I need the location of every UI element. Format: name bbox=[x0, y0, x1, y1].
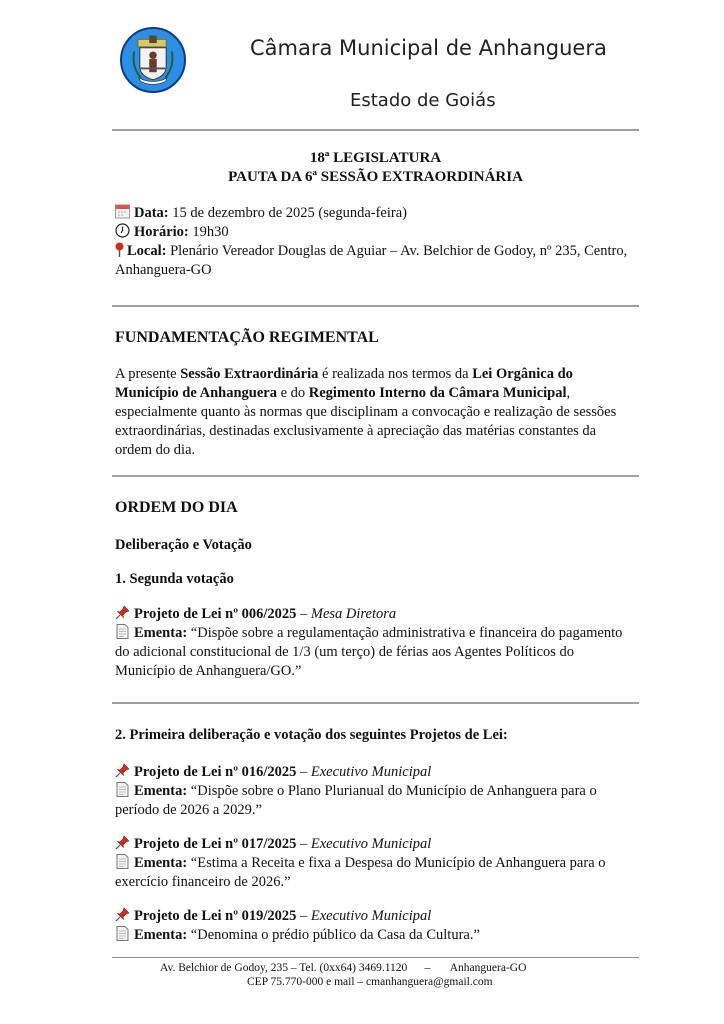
dash: – bbox=[296, 764, 311, 780]
section-1-title: 1. Segunda votação bbox=[115, 571, 234, 587]
ordem-title: ORDEM DO DIA bbox=[115, 499, 238, 516]
project-ementa bbox=[115, 926, 635, 945]
place-value: Plenário Vereador Douglas de Aguiar – Av. Belchior de Godoy, nº 235, Centro, bbox=[166, 243, 628, 259]
date-label: Data: bbox=[134, 205, 169, 221]
place-value-continued: Anhanguera-GO bbox=[115, 262, 212, 278]
place-label: Local: bbox=[127, 243, 167, 259]
project-number: Projeto de Lei nº 019/2025 bbox=[134, 908, 297, 924]
project-number: Projeto de Lei nº 016/2025 bbox=[134, 764, 297, 780]
fundamentacao-paragraph bbox=[115, 365, 635, 460]
project-title-line bbox=[115, 763, 431, 782]
document-icon bbox=[115, 926, 130, 941]
document-icon bbox=[115, 854, 130, 869]
coat-of-arms-logo bbox=[120, 27, 186, 93]
document-icon bbox=[115, 624, 130, 639]
ementa-label: Ementa: bbox=[134, 783, 188, 799]
time-label: Horário: bbox=[134, 224, 189, 240]
header-title: Câmara Municipal de Anhanguera bbox=[250, 36, 607, 60]
project-title-line bbox=[115, 835, 431, 854]
dash: – bbox=[296, 836, 311, 852]
bold-text: Sessão Extraordinária bbox=[180, 366, 319, 382]
project-author: Executivo Municipal bbox=[310, 764, 432, 780]
ementa-text: “Estima a Receita e fixa a Despesa do Município de Anhanguera para o exercício financeiro de 2026.” bbox=[115, 855, 606, 890]
pushpin-icon bbox=[115, 605, 130, 620]
project-number: Projeto de Lei nº 006/2025 bbox=[134, 606, 297, 622]
dash: – bbox=[296, 606, 311, 622]
ordem-subtitle: Deliberação e Votação bbox=[115, 537, 252, 553]
dash: – bbox=[296, 908, 311, 924]
text: , especialmente quanto às normas que disciplinam a convocação e realização de sessões extraordinárias, destinadas exclusivamente à apreciação das matérias constantes da ordem do dia. bbox=[115, 385, 617, 458]
document-icon bbox=[115, 782, 130, 797]
text: e do bbox=[276, 385, 309, 401]
header-subtitle: Estado de Goiás bbox=[350, 90, 496, 111]
ementa-text: “Dispõe sobre o Plano Plurianual do Município de Anhanguera para o período de 2026 a 2029.” bbox=[115, 783, 597, 818]
pushpin-icon bbox=[115, 763, 130, 778]
project-ementa bbox=[115, 782, 635, 820]
legislature-title: 18ª LEGISLATURA bbox=[309, 150, 442, 166]
section-divider bbox=[112, 305, 639, 307]
project-title-line bbox=[115, 907, 431, 926]
project-author: Mesa Diretora bbox=[310, 606, 397, 622]
header-divider bbox=[112, 129, 639, 131]
project-number: Projeto de Lei nº 017/2025 bbox=[134, 836, 297, 852]
section-2-title: 2. Primeira deliberação e votação dos seguintes Projetos de Lei: bbox=[115, 727, 508, 743]
section-divider bbox=[112, 475, 639, 477]
time-line bbox=[115, 223, 229, 242]
place-line bbox=[115, 242, 627, 261]
section-divider bbox=[112, 702, 639, 704]
footer-contact: CEP 75.770-000 e mail – cmanhanguera@gmail.com bbox=[247, 976, 493, 988]
ementa-label: Ementa: bbox=[134, 927, 188, 943]
footer-address: Av. Belchior de Godoy, 235 – Tel. (0xx64) 3469.1120 – Anhanguera-GO bbox=[160, 962, 527, 974]
project-ementa bbox=[115, 624, 635, 681]
footer-divider bbox=[112, 957, 639, 958]
ementa-text: “Denomina o prédio público da Casa da Cultura.” bbox=[187, 927, 480, 943]
ementa-label: Ementa: bbox=[134, 625, 188, 641]
pushpin-icon bbox=[115, 907, 130, 922]
project-title-line bbox=[115, 605, 396, 624]
date-line bbox=[115, 204, 407, 223]
text: A presente bbox=[115, 366, 181, 382]
session-title: PAUTA DA 6ª SESSÃO EXTRAORDINÁRIA bbox=[228, 169, 523, 185]
pushpin-icon bbox=[115, 835, 130, 850]
project-ementa bbox=[115, 854, 635, 892]
project-author: Executivo Municipal bbox=[310, 836, 432, 852]
text: é realizada nos termos da bbox=[318, 366, 473, 382]
ementa-text: “Dispõe sobre a regulamentação administrativa e financeira do pagamento do adicional constitucional de 1/3 (um terço) de férias aos Agentes Políticos do Município de Anhanguera/GO.” bbox=[115, 625, 623, 679]
time-value: 19h30 bbox=[188, 224, 229, 240]
bold-text: Lei Orgânica do Município de Anhanguera bbox=[115, 366, 573, 401]
ementa-label: Ementa: bbox=[134, 855, 188, 871]
date-value: 15 de dezembro de 2025 (segunda-feira) bbox=[168, 205, 407, 221]
bold-text: Regimento Interno da Câmara Municipal bbox=[308, 385, 567, 401]
pin-icon bbox=[115, 242, 124, 257]
calendar-icon bbox=[115, 204, 130, 219]
project-author: Executivo Municipal bbox=[310, 908, 432, 924]
clock-icon bbox=[115, 223, 130, 238]
fundamentacao-title: FUNDAMENTAÇÃO REGIMENTAL bbox=[115, 329, 379, 346]
